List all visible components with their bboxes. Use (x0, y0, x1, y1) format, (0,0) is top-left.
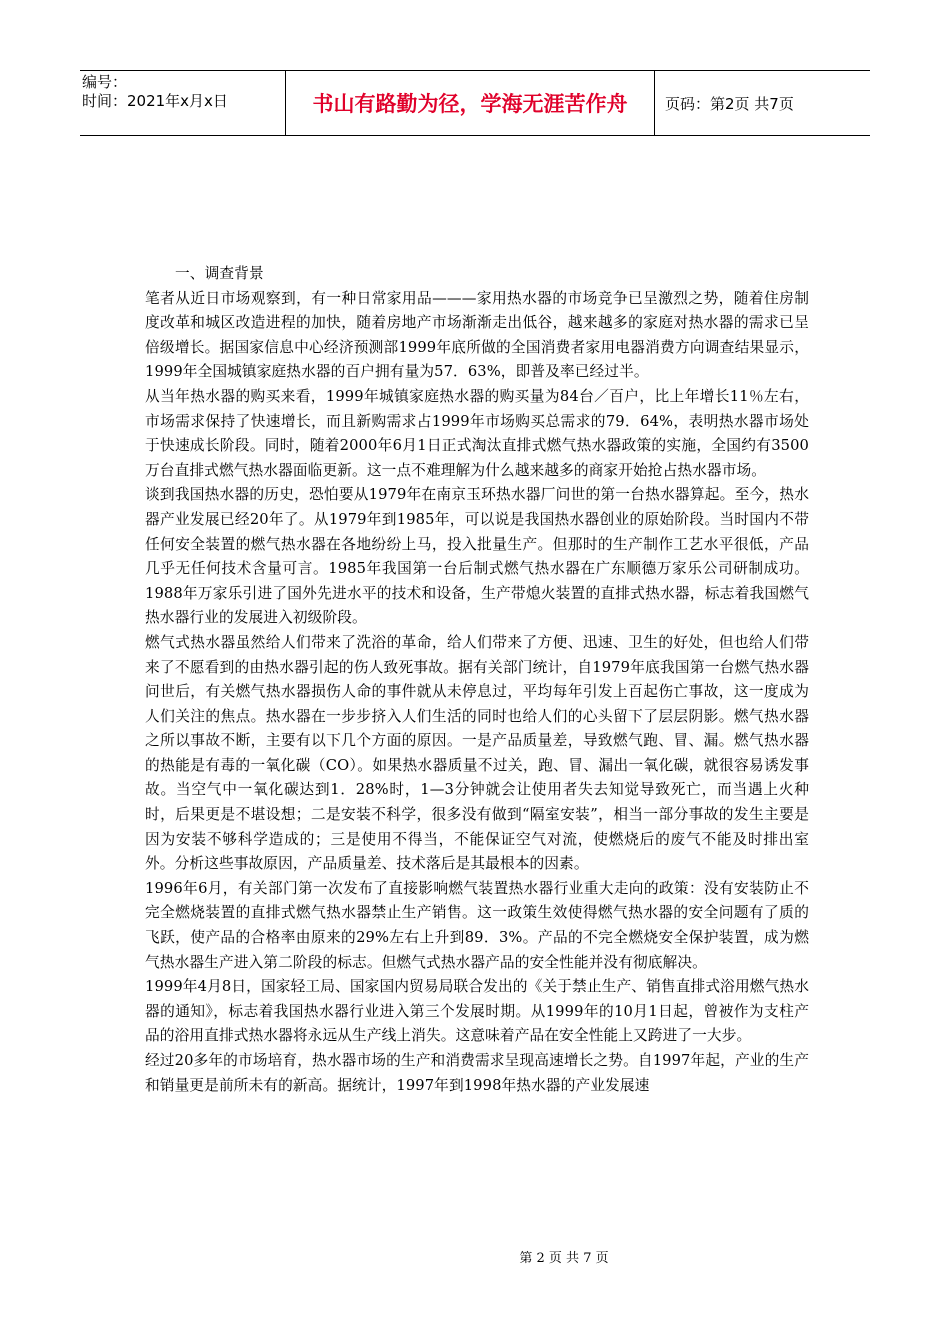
paragraph: 笔者从近日市场观察到，有一种日常家用品———家用热水器的市场竞争已呈激烈之势，随着住房制度改革和城区改造进程的加快，随着房地产市场渐渐走出低谷，越来越多的家庭对热水器的需求已呈倍级增长。据国家信息中心经济预测部1999年底所做的全国消费者家用电器消费方向调查结果显示，1999年全国城镇家庭热水器的百户拥有量为57．63%，即普及率已经过半。 (145, 289, 809, 381)
paragraph: 1999年4月8日，国家轻工局、国家国内贸易局联合发出的《关于禁止生产、销售直排式浴用燃气热水器的通知》，标志着我国热水器行业进入第三个发展时期。从1999年的10月1日起，曾被作为支柱产品的浴用直排式热水器将永远从生产线上消失。这意味着产品在安全性能上又跨进了一大步。 (145, 978, 809, 1045)
document-header (80, 70, 870, 136)
header-page-info: 页码：第2页 共7页 (665, 94, 794, 113)
header-meta (80, 71, 285, 135)
section-title: 一、调查背景 (175, 265, 264, 282)
document-body (145, 262, 809, 1098)
paragraph: 燃气式热水器虽然给人们带来了洗浴的革命，给人们带来了方便、迅速、卫生的好处，但也给人们带来了不愿看到的由热水器引起的伤人致死事故。据有关部门统计，自1979年底我国第一台燃气热水器问世后，有关燃气热水器损伤人命的事件就从未停息过，平均每年引发上百起伤亡事故，这一度成为人们关注的焦点。热水器在一步步挤入人们生活的同时也给人们的心头留下了层层阴影。燃气热水器之所以事故不断，主要有以下几个方面的原因。一是产品质量差，导致燃气跑、冒、漏。燃气热水器的热能是有毒的一氧化碳（CO）。如果热水器质量不过关，跑、冒、漏出一氧化碳，就很容易诱发事故。当空气中一氧化碳达到1．28%时，1—3分钟就会让使用者失去知觉导致死亡，而当遇上火种时，后果更是不堪设想；二是安装不科学，很多没有做到“隔室安装”，相当一部分事故的发生主要是因为安装不够科学造成的；三是使用不得当，不能保证空气对流，使燃烧后的废气不能及时排出室外。分析这些事故原因，产品质量差、技术落后是其最根本的因素。 (145, 633, 809, 873)
paragraph: 1996年6月，有关部门第一次发布了直接影响燃气装置热水器行业重大走向的政策：没有安装防止不完全燃烧装置的直排式燃气热水器禁止生产销售。这一政策生效使得燃气热水器的安全问题有了质的飞跃，使产品的合格率由原来的29%左右上升到89．3%。产品的不完全燃烧安全保护装置，成为燃气热水器生产进入第二阶段的标志。但燃气式热水器产品的安全性能并没有彻底解决。 (145, 879, 809, 971)
paragraph: 经过20多年的市场培育，热水器市场的生产和消费需求呈现高速增长之势。自1997年起，产业的生产和销量更是前所未有的新高。据统计，1997年到1998年热水器的产业发展速 (145, 1052, 809, 1094)
header-motto: 书山有路勤为径，学海无涯苦作舟 (285, 71, 655, 135)
document-date: 时间：2021年x月x日 (82, 92, 228, 110)
paragraph: 从当年热水器的购买来看，1999年城镇家庭热水器的购买量为84台／百户，比上年增长11％左右，市场需求保持了快速增长，而且新购需求占1999年市场购买总需求的79．64%，表明热水器市场处于快速成长阶段。同时，随着2000年6月1日正式淘汰直排式燃气热水器政策的实施，全国约有3500万台直排式燃气热水器面临更新。这一点不难理解为什么越来越多的商家开始抢占热水器市场。 (145, 387, 809, 479)
page-footer: 第 2 页 共 7 页 (519, 1251, 609, 1266)
paragraph: 谈到我国热水器的历史，恐怕要从1979年在南京玉环热水器厂问世的第一台热水器算起。至今，热水器产业发展已经20年了。从1979年到1985年，可以说是我国热水器创业的原始阶段。当时国内不带任何安全装置的燃气热水器在各地纷纷上马，投入批量生产。但那时的生产制作工艺水平很低，产品几乎无任何技术含量可言。1985年我国第一台后制式燃气热水器在广东顺德万家乐公司研制成功。1988年万家乐引进了国外先进水平的技术和设备，生产带熄火装置的直排式热水器，标志着我国燃气热水器行业的发展进入初级阶段。 (145, 486, 809, 627)
document-number-label: 编号： (82, 73, 128, 91)
